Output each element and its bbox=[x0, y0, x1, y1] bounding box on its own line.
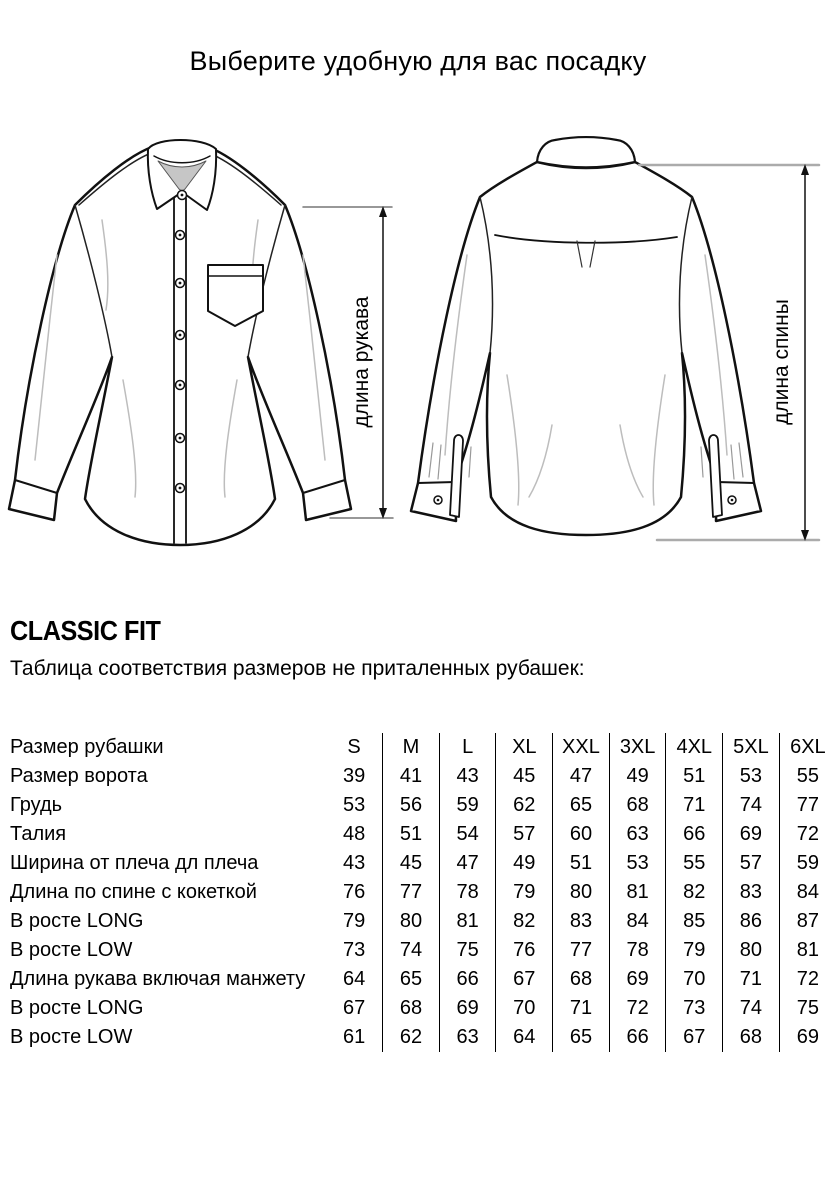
table-cell: 84 bbox=[779, 878, 836, 907]
table-cell: 64 bbox=[496, 1023, 553, 1052]
size-column-header: 6XL bbox=[779, 733, 836, 762]
table-cell: 56 bbox=[383, 791, 440, 820]
table-cell: 53 bbox=[609, 849, 666, 878]
table-cell: 77 bbox=[553, 936, 610, 965]
table-cell: 55 bbox=[779, 762, 836, 791]
table-cell: 55 bbox=[666, 849, 723, 878]
table-cell: 75 bbox=[439, 936, 496, 965]
table-row bbox=[0, 965, 836, 994]
table-cell: 70 bbox=[496, 994, 553, 1023]
table-cell: 72 bbox=[609, 994, 666, 1023]
table-cell: 84 bbox=[609, 907, 666, 936]
table-cell: 83 bbox=[723, 878, 780, 907]
row-label: Талия bbox=[10, 823, 67, 845]
table-cell: 80 bbox=[723, 936, 780, 965]
table-cell: 77 bbox=[779, 791, 836, 820]
row-label: В росте LOW bbox=[10, 939, 133, 961]
table-cell: 57 bbox=[723, 849, 780, 878]
table-cell: 71 bbox=[553, 994, 610, 1023]
table-cell: 79 bbox=[496, 878, 553, 907]
table-cell: 53 bbox=[723, 762, 780, 791]
collar-back bbox=[537, 137, 635, 167]
table-cell: 78 bbox=[609, 936, 666, 965]
table-header-row bbox=[0, 733, 836, 762]
table-cell: 49 bbox=[609, 762, 666, 791]
size-column-header: 3XL bbox=[609, 733, 666, 762]
table-cell: 69 bbox=[723, 820, 780, 849]
table-cell: 85 bbox=[666, 907, 723, 936]
table-cell: 62 bbox=[496, 791, 553, 820]
table-cell: 72 bbox=[779, 965, 836, 994]
table-cell: 81 bbox=[439, 907, 496, 936]
table-subtitle: Таблица соответствия размеров не приталенных рубашек: bbox=[10, 657, 585, 680]
back-right-cuff-line bbox=[717, 482, 754, 483]
size-column-header: L bbox=[439, 733, 496, 762]
size-column-header: M bbox=[383, 733, 440, 762]
table-cell: 49 bbox=[496, 849, 553, 878]
table-cell: 73 bbox=[666, 994, 723, 1023]
table-cell: 80 bbox=[383, 907, 440, 936]
size-column-header: 5XL bbox=[723, 733, 780, 762]
table-cell: 79 bbox=[342, 910, 366, 932]
table-row bbox=[0, 849, 836, 878]
table-cell: 81 bbox=[609, 878, 666, 907]
table-cell: 65 bbox=[553, 1023, 610, 1052]
sleeve-length-label: длина рукава bbox=[350, 296, 373, 428]
table-cell: 43 bbox=[342, 852, 366, 874]
table-cell: 41 bbox=[383, 762, 440, 791]
table-cell: 60 bbox=[553, 820, 610, 849]
table-cell: 68 bbox=[383, 994, 440, 1023]
table-cell: 64 bbox=[342, 968, 366, 990]
table-cell: 45 bbox=[383, 849, 440, 878]
table-cell: 69 bbox=[779, 1023, 836, 1052]
table-cell: 76 bbox=[496, 936, 553, 965]
table-cell: 65 bbox=[383, 965, 440, 994]
table-cell: 83 bbox=[553, 907, 610, 936]
shirt-back-outline bbox=[411, 162, 761, 535]
size-column-header: 4XL bbox=[666, 733, 723, 762]
table-cell: 59 bbox=[439, 791, 496, 820]
table-cell: 66 bbox=[609, 1023, 666, 1052]
table-cell: 69 bbox=[609, 965, 666, 994]
table-cell: 53 bbox=[342, 794, 366, 816]
table-cell: 45 bbox=[496, 762, 553, 791]
table-cell: 57 bbox=[496, 820, 553, 849]
table-cell: 61 bbox=[342, 1026, 366, 1048]
table-cell: 51 bbox=[383, 820, 440, 849]
table-cell: 82 bbox=[666, 878, 723, 907]
table-cell: 78 bbox=[439, 878, 496, 907]
table-cell: 63 bbox=[439, 1023, 496, 1052]
table-cell: 74 bbox=[723, 994, 780, 1023]
table-cell: 65 bbox=[553, 791, 610, 820]
row-label: В росте LONG bbox=[10, 997, 144, 1019]
table-cell: 74 bbox=[723, 791, 780, 820]
fit-heading: CLASSIC FIT bbox=[10, 615, 161, 646]
table-cell: 43 bbox=[439, 762, 496, 791]
table-cell: 69 bbox=[439, 994, 496, 1023]
table-cell: 67 bbox=[342, 997, 366, 1019]
table-cell: 73 bbox=[342, 939, 366, 961]
back-left-cuff-line bbox=[418, 482, 455, 483]
table-cell: 76 bbox=[342, 881, 366, 903]
table-cell: 68 bbox=[553, 965, 610, 994]
table-cell: 47 bbox=[439, 849, 496, 878]
back-length-label: длина спины bbox=[770, 299, 793, 425]
table-cell: 68 bbox=[609, 791, 666, 820]
table-row bbox=[0, 878, 836, 907]
row-label: Грудь bbox=[10, 794, 63, 816]
table-cell: 80 bbox=[553, 878, 610, 907]
table-cell: 81 bbox=[779, 936, 836, 965]
table-cell: 87 bbox=[779, 907, 836, 936]
table-row bbox=[0, 994, 836, 1023]
row-label: Длина по спине с кокеткой bbox=[10, 881, 257, 903]
table-cell: 51 bbox=[666, 762, 723, 791]
table-cell: 86 bbox=[723, 907, 780, 936]
table-cell: 68 bbox=[723, 1023, 780, 1052]
table-row bbox=[0, 907, 836, 936]
table-cell: 77 bbox=[383, 878, 440, 907]
row-label: Ширина от плеча дл плеча bbox=[10, 852, 259, 874]
size-table-body bbox=[0, 733, 836, 1052]
table-cell: 51 bbox=[553, 849, 610, 878]
table-cell: 54 bbox=[439, 820, 496, 849]
table-cell: 48 bbox=[342, 823, 366, 845]
shirt-front-drawing bbox=[5, 125, 395, 570]
row-label: Размер рубашки bbox=[10, 736, 164, 758]
size-column-header: S bbox=[347, 736, 361, 758]
table-cell: 59 bbox=[779, 849, 836, 878]
table-row bbox=[0, 1023, 836, 1052]
shirt-back-drawing bbox=[405, 125, 835, 570]
table-row bbox=[0, 791, 836, 820]
table-row bbox=[0, 762, 836, 791]
table-cell: 72 bbox=[779, 820, 836, 849]
table-cell: 62 bbox=[383, 1023, 440, 1052]
table-cell: 39 bbox=[342, 765, 366, 787]
table-row bbox=[0, 820, 836, 849]
row-label: В росте LOW bbox=[10, 1026, 133, 1048]
table-cell: 67 bbox=[666, 1023, 723, 1052]
table-cell: 82 bbox=[496, 907, 553, 936]
table-cell: 66 bbox=[666, 820, 723, 849]
table-cell: 71 bbox=[666, 791, 723, 820]
page-title: Выберите удобную для вас посадку bbox=[189, 46, 647, 76]
table-cell: 71 bbox=[723, 965, 780, 994]
size-column-header: XL bbox=[496, 733, 553, 762]
row-label: В росте LONG bbox=[10, 910, 144, 932]
row-label: Размер ворота bbox=[10, 765, 148, 787]
size-table bbox=[0, 733, 836, 1052]
table-cell: 70 bbox=[666, 965, 723, 994]
table-row bbox=[0, 936, 836, 965]
table-cell: 66 bbox=[439, 965, 496, 994]
table-cell: 74 bbox=[383, 936, 440, 965]
table-cell: 67 bbox=[496, 965, 553, 994]
size-column-header: XXL bbox=[553, 733, 610, 762]
table-cell: 63 bbox=[609, 820, 666, 849]
row-label: Длина рукава включая манжету bbox=[10, 968, 306, 990]
table-cell: 79 bbox=[666, 936, 723, 965]
table-cell: 75 bbox=[779, 994, 836, 1023]
table-cell: 47 bbox=[553, 762, 610, 791]
